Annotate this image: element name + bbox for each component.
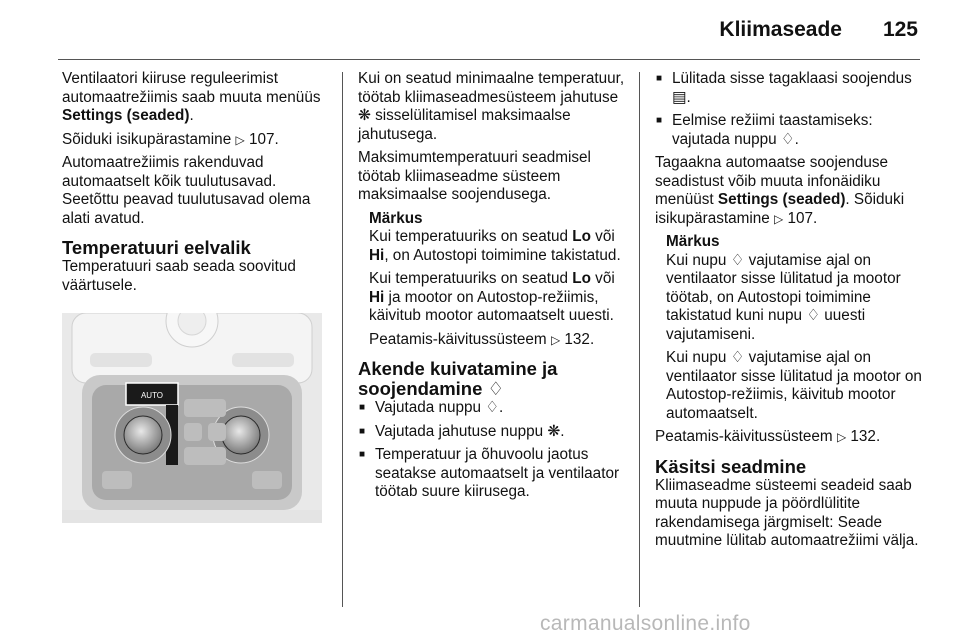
column-3 bbox=[655, 70, 925, 556]
section-heading: Akende kuivatamine ja soojendamine ♢ bbox=[358, 358, 558, 399]
page-number: 125 bbox=[882, 18, 918, 41]
rear-window-heating-icon: ▤ bbox=[672, 88, 687, 106]
paragraph: Sõiduki isikupärastamine ▷ 107. bbox=[62, 130, 279, 148]
climate-panel-photo bbox=[62, 313, 322, 523]
cooling-icon: ❋ bbox=[547, 422, 561, 440]
bullet-list bbox=[655, 70, 925, 149]
paragraph: Kui on seatud minimaalne temperatuur, töötab kliimaseadmesüsteem jahutuse ❋ sisselülitamisel maksimaalse jahutusega. bbox=[358, 70, 625, 143]
bullet-list bbox=[358, 399, 628, 502]
column-1 bbox=[62, 70, 330, 300]
list-item: ■ Temperatuur ja õhuvoolu jaotus seatakse automaatselt ja ventilaator töötab suure kiirusega. bbox=[358, 446, 628, 502]
paragraph: Kliimaseadme süsteemi seadeid saab muuta nuppude ja pöördlülitite rakendamisega järgmiselt: Seade muutmine lülitab automaatrežiimi välja. bbox=[655, 476, 919, 549]
windscreen-defrost-icon: ♢ bbox=[730, 349, 745, 366]
note-paragraph: Kui temperatuuriks on seatud Lo või Hi ja mootor on Autostop-režiimis, käivitub mootor automaatselt uuesti. bbox=[369, 270, 615, 324]
cooling-icon: ❋ bbox=[358, 107, 371, 124]
windscreen-defrost-icon: ♢ bbox=[485, 399, 500, 416]
windscreen-defrost-icon: ♢ bbox=[487, 378, 505, 399]
section-heading: Käsitsi seadmine bbox=[655, 455, 807, 477]
list-item: ■ Vajutada jahutuse nuppu ❋. bbox=[358, 423, 628, 442]
note-paragraph: Kui nupu ♢ vajutamise ajal on ventilaator sisse lülitatud ja mootor töötab, on Autostopi toimimine takistatud kuni nupu ♢ uuesti vajutamiseni. bbox=[666, 251, 901, 343]
list-item: ■ Vajutada nuppu ♢. bbox=[358, 399, 628, 418]
page-title: Kliimaseade bbox=[719, 18, 842, 41]
note-paragraph: Kui nupu ♢ vajutamise ajal on ventilaator sisse lülitatud ja mootor on Autostop-režiimis, käivitub mootor automaatselt. bbox=[666, 349, 922, 422]
watermark: carmanualsonline.info bbox=[540, 612, 751, 635]
list-item: ■ Lülitada sisse tagaklaasi soojendus ▤. bbox=[655, 70, 925, 107]
note-title: Märkus bbox=[666, 233, 720, 250]
paragraph: Maksimumtemperatuuri seadmisel töötab kliimaseadme süsteem maksimaalse soojendusega. bbox=[358, 149, 591, 203]
paragraph: Peatamis-käivitussüsteem ▷ 132. bbox=[655, 428, 881, 445]
paragraph: Peatamis-käivitussüsteem ▷ 132. bbox=[369, 330, 595, 348]
list-item: ■ Eelmise režiimi taastamiseks: vajutada nuppu ♢. bbox=[655, 112, 925, 149]
note-box bbox=[655, 233, 925, 423]
column-divider-2 bbox=[639, 72, 640, 607]
page-ref-icon: ▷ bbox=[836, 430, 847, 444]
auto-label: AUTO bbox=[140, 391, 164, 400]
section-heading: Temperatuuri eelvalik bbox=[62, 237, 251, 258]
windscreen-defrost-icon: ♢ bbox=[806, 307, 821, 324]
paragraph: Temperatuuri saab seada soovitud väärtusele. bbox=[62, 258, 296, 294]
windscreen-defrost-icon: ♢ bbox=[730, 251, 745, 269]
column-2 bbox=[358, 70, 628, 507]
paragraph: Tagaakna automaatse soojenduse seadistust võib muuta infonäidiku menüüst Settings (seaded). Sõiduki isikupärastamine ▷ 107. bbox=[655, 154, 905, 227]
header-rule bbox=[58, 59, 920, 60]
page-ref-icon: ▷ bbox=[550, 332, 561, 347]
paragraph: Automaatrežiimis rakenduvad automaatselt kõik tuulutusavad. Seetõttu peavad tuulutusavad olema alati avatud. bbox=[62, 154, 311, 227]
note-box bbox=[358, 210, 628, 350]
note-paragraph: Kui temperatuuriks on seatud Lo või Hi, on Autostopi toimimine takistatud. bbox=[369, 228, 621, 264]
windscreen-defrost-icon: ♢ bbox=[780, 130, 795, 148]
paragraph: Ventilaatori kiiruse reguleerimist automaatrežiimis saab muuta menüüs Settings (seaded). bbox=[62, 70, 321, 124]
note-title: Märkus bbox=[369, 209, 423, 227]
page-ref-icon: ▷ bbox=[235, 132, 245, 147]
page-ref-icon: ▷ bbox=[774, 211, 784, 226]
column-divider-1 bbox=[342, 72, 343, 607]
page-header bbox=[0, 0, 960, 60]
